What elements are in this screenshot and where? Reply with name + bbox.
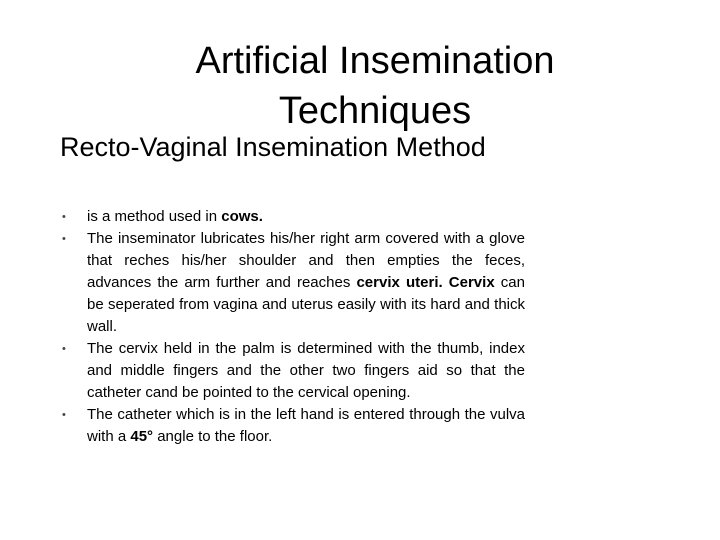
bullet-3-text: The cervix held in the palm is determined with the thumb, index and middle fingers and the other two fingers aid so that the catheter cand be pointed to the cervical opening.	[87, 340, 525, 401]
bullet-dot-icon: •	[62, 211, 66, 223]
bullet-1-bold: cows.	[221, 208, 263, 225]
bullet-item-3	[60, 338, 525, 404]
bullet-4-text-end: angle to the floor.	[153, 428, 273, 445]
bullet-dot-icon: •	[62, 409, 66, 421]
slide-title	[150, 36, 600, 136]
bullet-item-4	[60, 404, 525, 448]
bullet-dot-icon: •	[62, 343, 66, 355]
bullet-dot-icon: •	[62, 233, 66, 245]
bullet-item-2	[60, 228, 525, 338]
bullet-item-1	[60, 206, 525, 228]
slide-title-line2: Techniques	[278, 90, 472, 132]
bullet-1-text: is a method used in	[87, 208, 222, 225]
bullet-list	[60, 206, 525, 448]
bullet-4-text: The catheter which is in the left hand is entered through the vulva with a	[87, 406, 525, 445]
bullet-2-bold: cervix uteri. Cervix	[356, 274, 495, 291]
slide-title-line1: Artificial Insemination	[195, 40, 555, 82]
bullet-4-bold: 45°	[130, 428, 154, 445]
bullet-2-text: The inseminator lubricates his/her right arm covered with a glove that reches his/her shoulder and then empties the feces, advances the arm further and reaches	[87, 230, 525, 291]
slide-subtitle: Recto-Vaginal Insemination Method	[60, 132, 486, 162]
bullet-2-text-end: can be seperated from vagina and uterus easily with its hard and thick wall.	[87, 274, 525, 335]
